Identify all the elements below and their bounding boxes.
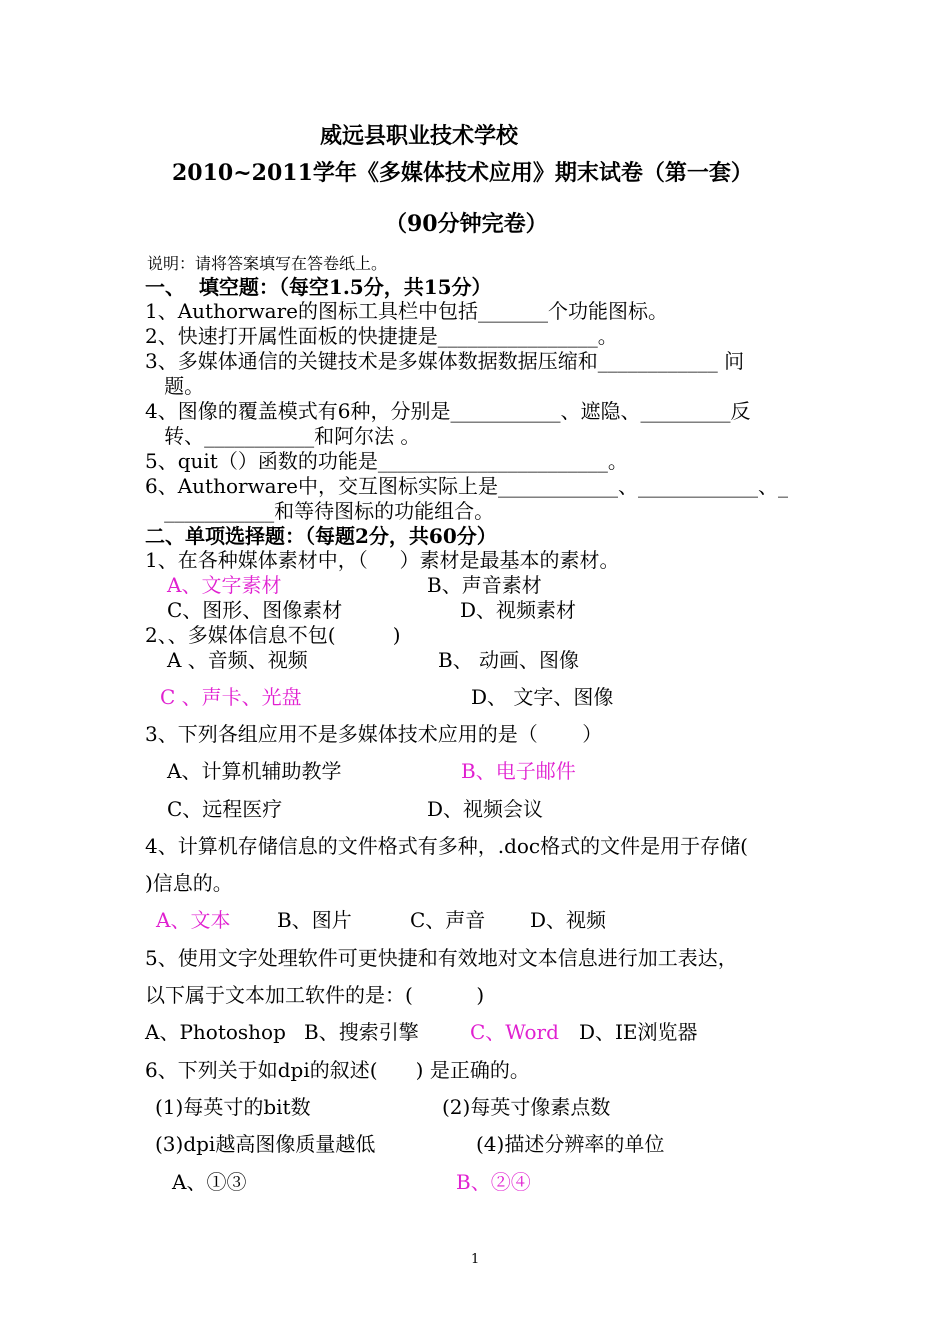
q6-statement-1: (1)每英寸的bit数 [155, 1095, 311, 1119]
q5-option-b: B、搜索引擎 [304, 1020, 419, 1044]
q5-option-d: D、IE浏览器 [579, 1020, 698, 1044]
q2-option-d: D、 文字、图像 [471, 685, 614, 709]
fill-question-1: 1、Authorware的图标工具栏中包括_______个功能图标。 [145, 299, 669, 323]
fill-question-6-cont: ___________和等待图标的功能组合。 [145, 499, 495, 523]
fill-question-3-cont: 题。 [145, 374, 205, 398]
q6-statement-3: (3)dpi越高图像质量越低 [155, 1132, 376, 1156]
q3-option-c: C、远程医疗 [167, 797, 283, 821]
instructions-note: 说明：请将答案填写在答卷纸上。 [147, 254, 388, 273]
fill-question-4: 4、图像的覆盖模式有6种，分别是___________、遮隐、_________反 [145, 399, 751, 423]
q5-option-c: C、Word [470, 1020, 559, 1044]
school-name: 威远县职业技术学校 [320, 123, 519, 149]
q1-option-b: B、声音素材 [427, 573, 542, 597]
choice-question-3: 3、下列各组应用不是多媒体技术应用的是（ ） [145, 722, 603, 746]
q4-option-b: B、图片 [277, 908, 352, 932]
q6-option-a: A、①③ [172, 1170, 247, 1194]
exam-title: 2010~2011学年《多媒体技术应用》期末试卷（第一套） [172, 160, 753, 186]
q3-option-d: D、视频会议 [427, 797, 544, 821]
choice-question-1: 1、在各种媒体素材中，（ ）素材是最基本的素材。 [145, 548, 620, 572]
q5-option-a: A、Photoshop [145, 1020, 286, 1044]
q1-option-d: D、视频素材 [460, 598, 577, 622]
q4-option-a: A、文本 [156, 908, 231, 932]
fill-question-6: 6、Authorware中，交互图标实际上是____________、____________、_ [145, 474, 789, 498]
section2-heading: 二、单项选择题：（每题2分，共60分） [145, 524, 497, 548]
q3-option-a: A、计算机辅助教学 [167, 759, 342, 783]
q6-statement-4: (4)描述分辨率的单位 [476, 1132, 665, 1156]
q4-option-c: C、声音 [410, 908, 486, 932]
choice-question-4: 4、计算机存储信息的文件格式有多种，.doc格式的文件是用于存储( [145, 834, 748, 858]
q4-option-d: D、视频 [530, 908, 607, 932]
q6-option-b: B、②④ [456, 1170, 531, 1194]
fill-question-3: 3、多媒体通信的关键技术是多媒体数据数据压缩和____________ 问 [145, 349, 745, 373]
q1-option-a: A、文字素材 [167, 573, 282, 597]
exam-duration: （90分钟完卷） [385, 211, 548, 237]
section1-heading: 一、 填空题：（每空1.5分，共15分） [145, 275, 492, 299]
fill-question-4-cont: 转、___________和阿尔法 。 [145, 424, 421, 448]
fill-question-2: 2、快速打开属性面板的快捷捷是________________。 [145, 324, 618, 348]
q3-option-b: B、电子邮件 [461, 759, 576, 783]
choice-question-5-cont: 以下属于文本加工软件的是：( ) [145, 983, 485, 1007]
q2-option-b: B、 动画、图像 [438, 648, 580, 672]
q2-option-a: A 、音频、视频 [167, 648, 308, 672]
fill-question-5: 5、quit（）函数的功能是_______________________。 [145, 449, 628, 473]
q1-option-c: C、图形、图像素材 [167, 598, 343, 622]
choice-question-5: 5、使用文字处理软件可更快捷和有效地对文本信息进行加工表达， [145, 946, 738, 970]
choice-question-2: 2、、多媒体信息不包( ) [145, 623, 401, 647]
q6-statement-2: (2)每英寸像素点数 [442, 1095, 611, 1119]
choice-question-4-cont: )信息的。 [145, 871, 233, 895]
choice-question-6: 6、下列关于如dpi的叙述( ) 是正确的。 [145, 1058, 530, 1082]
q2-option-c: C 、声卡、光盘 [160, 685, 302, 709]
page-number: 1 [471, 1252, 480, 1267]
